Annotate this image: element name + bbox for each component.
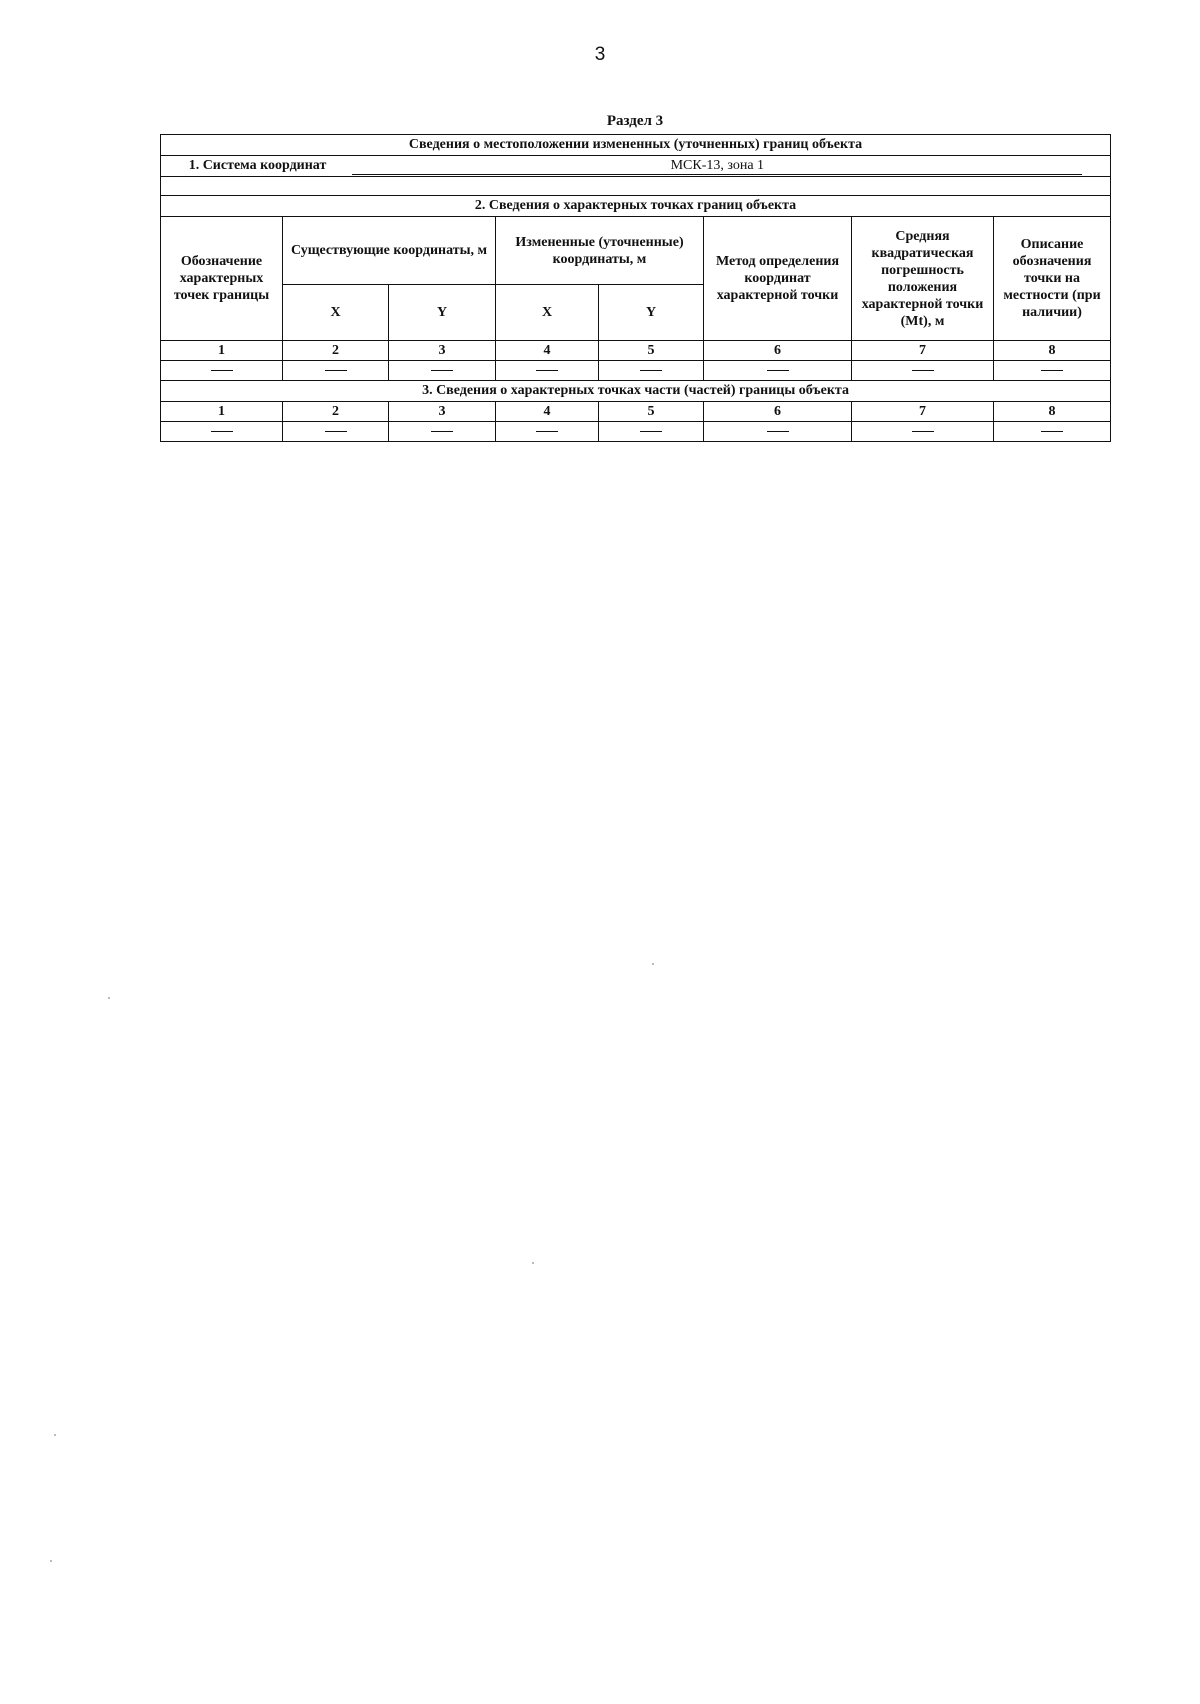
table-banner: Сведения о местоположении измененных (уточненных) границ объекта [161, 135, 1111, 156]
empty-cell [599, 422, 704, 442]
column-number: 5 [599, 402, 704, 422]
dash-mark [767, 370, 789, 371]
dash-mark [536, 431, 558, 432]
coordinate-system-row [161, 156, 1111, 177]
empty-cell [704, 361, 852, 381]
column-number: 7 [852, 341, 994, 361]
dash-mark [912, 370, 934, 371]
empty-cell [389, 422, 496, 442]
boundary-table [160, 134, 1111, 442]
column-number: 1 [161, 402, 283, 422]
empty-cell [161, 361, 283, 381]
dash-mark [431, 431, 453, 432]
page-number: 3 [594, 44, 606, 65]
column-number: 2 [283, 341, 389, 361]
coordinate-system-value: МСК-13, зона 1 [352, 158, 1082, 175]
column-number: 7 [852, 402, 994, 422]
empty-cell [283, 422, 389, 442]
dash-mark [640, 431, 662, 432]
column-number-row [161, 341, 1111, 361]
empty-cell [994, 361, 1111, 381]
empty-data-row [161, 422, 1111, 442]
header-changed-coordinates: Измененные (уточненные) координаты, м [496, 217, 704, 285]
header-changed-y: Y [599, 285, 704, 341]
dash-mark [211, 431, 233, 432]
dash-mark [211, 370, 233, 371]
column-number: 5 [599, 341, 704, 361]
header-existing-coordinates: Существующие координаты, м [283, 217, 496, 285]
empty-cell [704, 422, 852, 442]
dash-mark [325, 431, 347, 432]
column-number: 6 [704, 341, 852, 361]
dash-mark [1041, 431, 1063, 432]
empty-cell [161, 422, 283, 442]
empty-cell [283, 361, 389, 381]
dash-mark [912, 431, 934, 432]
scan-speck [108, 997, 110, 999]
scan-speck [652, 963, 654, 965]
spacer-row [161, 177, 1111, 196]
column-number: 2 [283, 402, 389, 422]
dash-mark [767, 431, 789, 432]
subsection-2-title: 2. Сведения о характерных точках границ объекта [161, 196, 1111, 217]
column-number: 8 [994, 402, 1111, 422]
header-description: Описание обозначения точки на местности (при наличии) [994, 217, 1111, 341]
dash-mark [325, 370, 347, 371]
header-existing-x: X [283, 285, 389, 341]
scan-speck [532, 1262, 534, 1264]
empty-cell [389, 361, 496, 381]
column-number: 8 [994, 341, 1111, 361]
column-number: 4 [496, 402, 599, 422]
empty-data-row [161, 361, 1111, 381]
header-rmse: Средняя квадратическая погрешность положения характерной точки (Mt), м [852, 217, 994, 341]
empty-cell [852, 422, 994, 442]
dash-mark [640, 370, 662, 371]
header-existing-y: Y [389, 285, 496, 341]
dash-mark [431, 370, 453, 371]
dash-mark [1041, 370, 1063, 371]
empty-cell [599, 361, 704, 381]
subsection-3-title: 3. Сведения о характерных точках части (частей) границы объекта [161, 381, 1111, 402]
empty-cell [496, 422, 599, 442]
column-number: 3 [389, 341, 496, 361]
column-number: 3 [389, 402, 496, 422]
dash-mark [536, 370, 558, 371]
scan-speck [54, 1434, 56, 1436]
empty-cell [496, 361, 599, 381]
coordinate-system-label: 1. Система координат [188, 158, 327, 173]
column-number: 4 [496, 341, 599, 361]
header-method: Метод определения координат характерной точки [704, 217, 852, 341]
header-changed-x: X [496, 285, 599, 341]
column-number: 1 [161, 341, 283, 361]
column-number-row [161, 402, 1111, 422]
empty-cell [994, 422, 1111, 442]
scan-speck [50, 1560, 52, 1562]
section-title: Раздел 3 [606, 113, 664, 129]
column-number: 6 [704, 402, 852, 422]
header-designation: Обозначение характерных точек границы [161, 217, 283, 341]
empty-cell [852, 361, 994, 381]
